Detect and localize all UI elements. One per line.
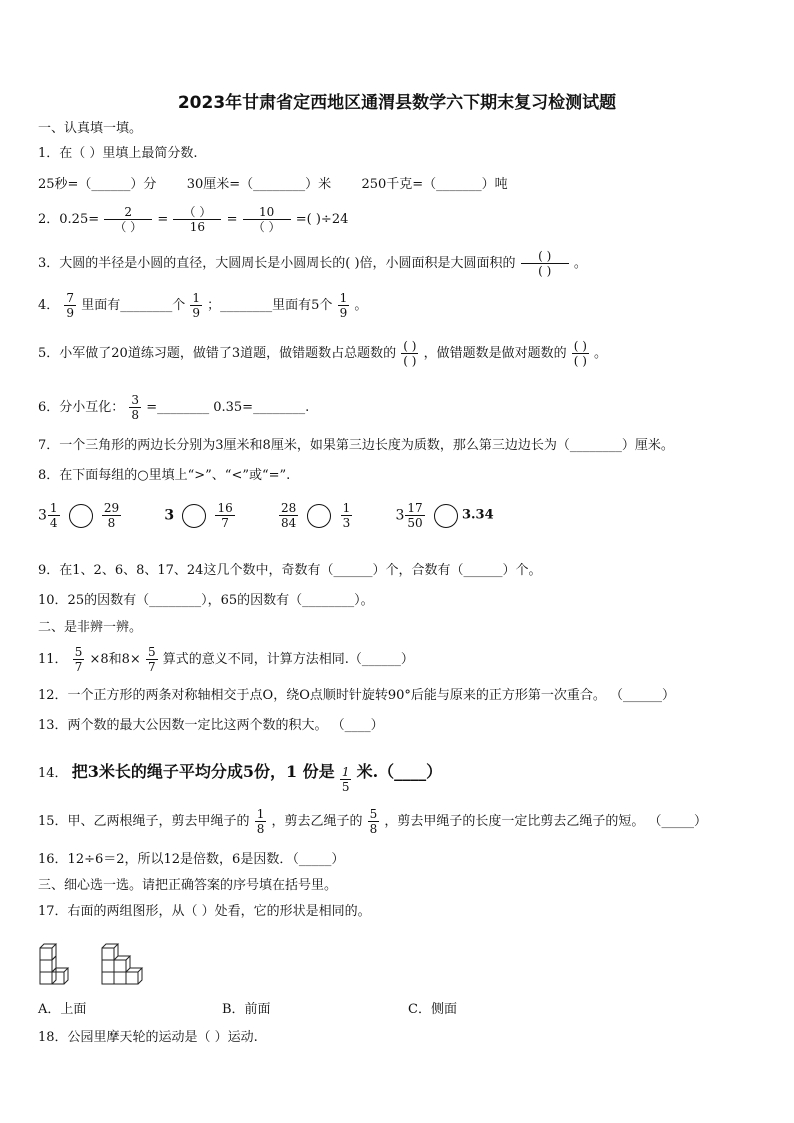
question-11: 11． $\frac{5}{7}$ ×8和8× $\frac{5}{7}$ 算式的意义不同，计算方法相同.（______） (38, 645, 414, 674)
page-title: 2023年甘肃省定西地区通渭县数学六下期末复习检测试题 (177, 93, 617, 113)
question-18: 18．公园里摩天轮的运动是（ ）运动. (38, 1030, 258, 1045)
question-9: 9．在1、2、6、8、17、24这几个数中，奇数有（______）个，合数有（______）个。 (38, 563, 542, 578)
q2-prefix: 2．0.25= (38, 212, 100, 227)
question-3: 3．大圆的半径是小圆的直径，大圆周长是小圆周长的( )倍，小圆面积是大圆面积的 $\frac{( )}{( )}$ 。 (38, 249, 587, 278)
q17-option-b: B．前面 (222, 1002, 271, 1017)
question-8-comparisons (38, 502, 494, 529)
q8-group-1: 3 $\frac{1}{4}$ $\frac{29}{8}$ (38, 501, 120, 530)
q2-suffix: =( )÷24 (295, 212, 349, 227)
q17-option-c: C．侧面 (408, 1002, 457, 1017)
compare-circle-2[interactable] (182, 504, 206, 528)
q4-fraction-2: $\frac{1}{9}$ (192, 291, 200, 320)
q1-blank-c: 250千克=（_______）吨 (361, 177, 508, 192)
question-2: 2．0.25= $\frac{2}{( )}$ = $\frac{( )}{16}$ = $\frac{10}{( )}$ =( )÷24 (38, 205, 349, 234)
q4-fraction-3: $\frac{1}{9}$ (339, 291, 348, 320)
question-6: 6．分小互化： $\frac{3}{8}$ =________ 0.35=________. (38, 393, 310, 422)
question-8: 8．在下面每组的○里填上“>”、“<”或“=”. (38, 468, 291, 483)
compare-circle-1[interactable] (69, 504, 93, 528)
q8-group-2: 3 $\frac{16}{7}$ (164, 501, 233, 530)
q17-option-a: A．上面 (38, 1002, 87, 1017)
q8-group-4: 3 $\frac{17}{50}$ 3.34 (395, 501, 494, 530)
question-14: 14． 把3米长的绳子平均分成5份，1 份是 $\frac{1}{5}$ 米.（____） (38, 762, 443, 794)
q5-fraction-2: $\frac{( )}{( )}$ (573, 339, 587, 368)
question-5: 5．小军做了20道练习题，做错了3道题，做错题数占总题数的 $\frac{( )}{( )}$ ，做错题数是做对题数的 $\frac{( )}{( )}$ 。 (38, 339, 608, 368)
q1-blank-a: 25秒=（______）分 (38, 177, 157, 192)
question-1: 1．在（ ）里填上最简分数. (38, 146, 198, 161)
question-1-blanks (38, 175, 508, 195)
q2-fraction-3: $\frac{10}{( )}$ (243, 206, 291, 233)
compare-circle-4[interactable] (434, 504, 458, 528)
q8-group-3: $\frac{28}{84}$ $\frac{1}{3}$ (281, 501, 351, 530)
section-2-heading: 二、是非辨一辨。 (38, 620, 143, 635)
question-7: 7．一个三角形的两边长分别为3厘米和8厘米，如果第三边长度为质数，那么第三边边长为（________）厘米。 (38, 438, 674, 453)
q3-fraction: $\frac{( )}{( )}$ (521, 250, 569, 277)
question-13: 13．两个数的最大公因数一定比这两个数的积大。 （____） (38, 718, 384, 733)
question-15: 15．甲、乙两根绳子，剪去甲绳子的 $\frac{1}{8}$ ，剪去乙绳子的 $\frac{5}{8}$ ，剪去甲绳子的长度一定比剪去乙绳子的短。 （_____） (38, 807, 708, 836)
question-12: 12．一个正方形的两条对称轴相交于点O，绕O点顺时针旋转90°后能与原来的正方形第一次重合。 （______） (38, 688, 676, 703)
q4-fraction-1: $\frac{7}{9}$ (66, 291, 75, 320)
section-1-heading: 一、认真填一填。 (38, 121, 143, 136)
compare-circle-3[interactable] (307, 504, 331, 528)
question-17: 17．右面的两组图形，从（ ）处看，它的形状是相同的。 (38, 904, 371, 919)
question-4: 4． $\frac{7}{9}$ 里面有________个 $\frac{1}{9}$ ；________里面有5个 $\frac{1}{9}$ 。 (38, 291, 368, 320)
q6-fraction: $\frac{3}{8}$ (131, 393, 140, 422)
cube-figures-icon (38, 938, 148, 986)
q2-fraction-2: $\frac{( )}{16}$ (173, 206, 221, 233)
question-10: 10．25的因数有（________），65的因数有（________）。 (38, 593, 374, 608)
section-3-heading: 三、细心选一选。请把正确答案的序号填在括号里。 (38, 878, 338, 893)
q1-blank-b: 30厘米=（________）米 (186, 177, 332, 192)
question-16: 16．12÷6＝2，所以12是倍数，6是因数．（_____） (38, 852, 345, 867)
q2-fraction-1: $\frac{2}{( )}$ (104, 206, 152, 233)
q5-fraction-1: $\frac{( )}{( )}$ (403, 339, 417, 368)
